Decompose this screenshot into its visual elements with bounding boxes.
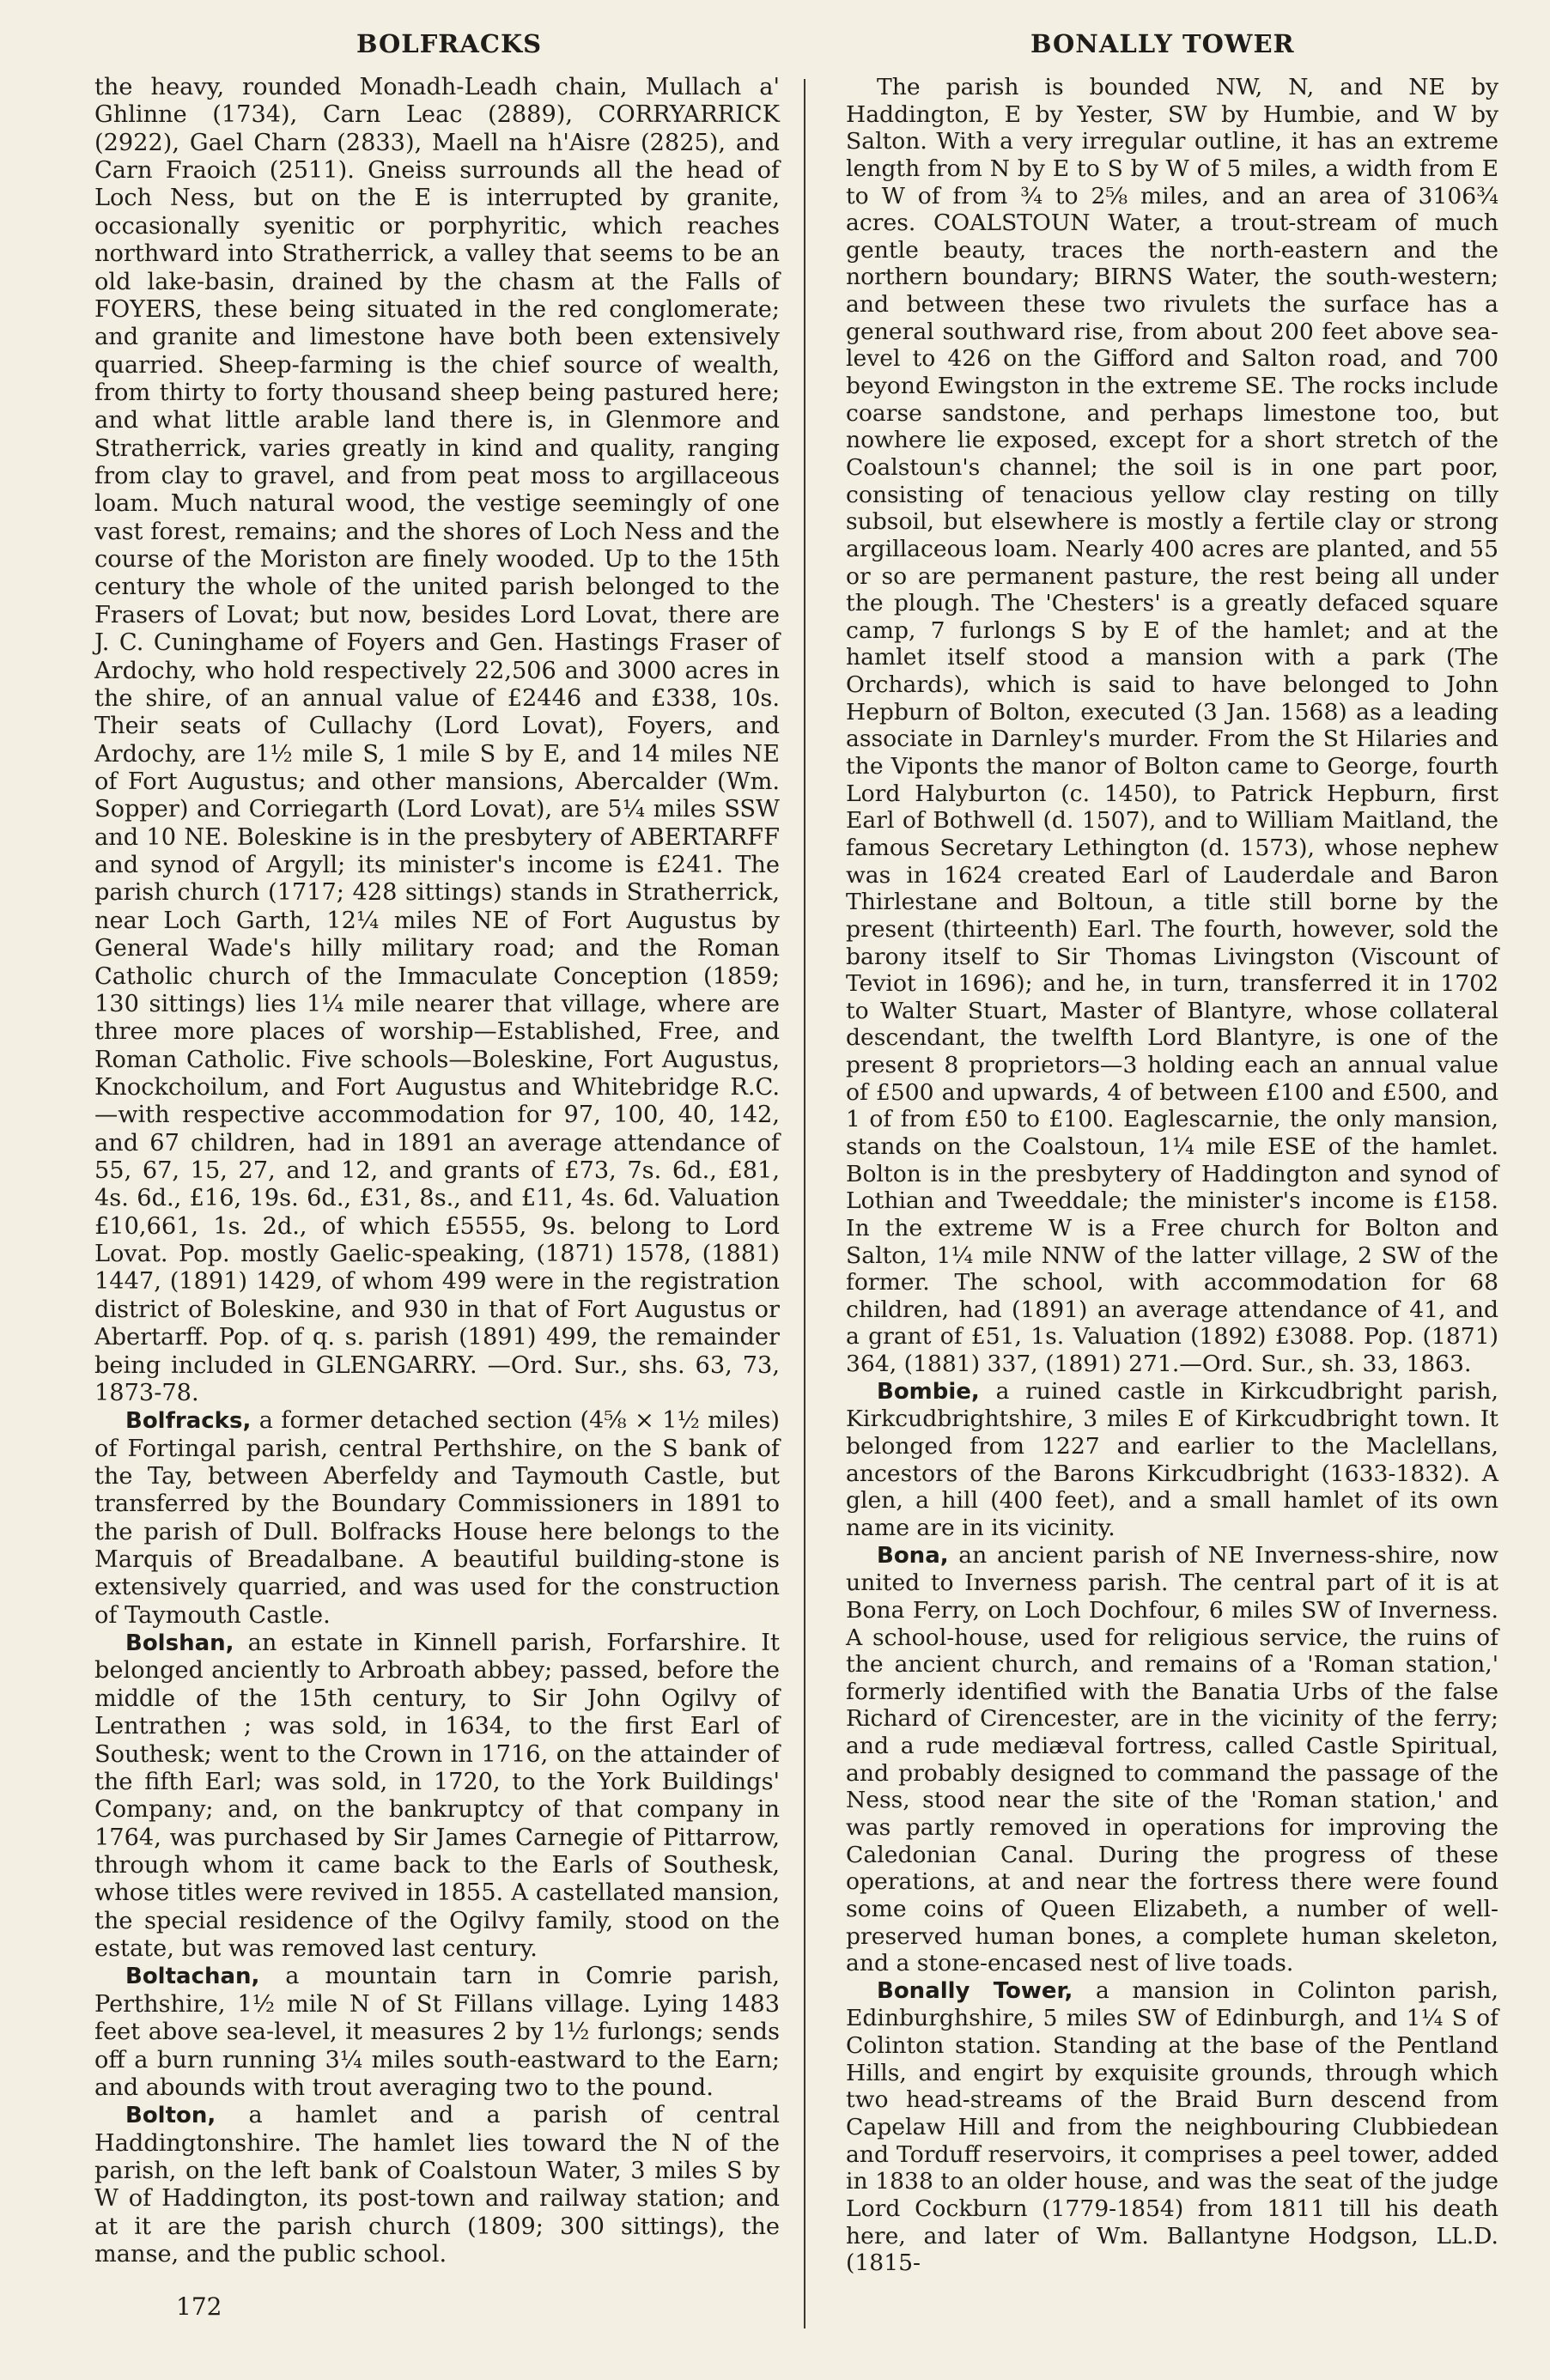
headword-bolton: Bolton, [125,2103,216,2129]
headword-bolshan: Bolshan, [125,1630,234,1657]
headword-boltachan: Boltachan, [125,1964,260,1990]
entry-bona [846,1542,1498,1977]
running-header [94,22,1486,65]
boleskine-continuation: the heavy, rounded Monadh-Leadh chain, Mullach a' Ghlinne (1734), Carn Leac (2889), CORRYARRICK (2922), Gael Charn (2833), Maell na h'Aisre (2825), and Carn Fraoich (2511). Gneiss surrounds all the head of Loch Ness, but on the E is interrupted by granite, occasionally syenitic or porphyritic, which reaches northward into Stratherrick, a valley that seems to be an old lake-basin, drained by the chasm at the Falls of FOYERS, these being situated in the red conglomerate; and granite and limestone have both been extensively quarried. Sheep-farming is the chief source of wealth, from thirty to forty thousand sheep being pastured here; and what little arable land there is, in Glenmore and Stratherrick, varies greatly in kind and quality, ranging from clay to gravel, and from peat moss to argillaceous loam. Much natural wood, the vestige seemingly of one vast forest, remains; and the shores of Loch Ness and the course of the Moriston are finely wooded. Up to the 15th century the whole of the united parish belonged to the Frasers of Lovat; but now, besides Lord Lovat, there are J. C. Cuninghame of Foyers and Gen. Hastings Fraser of Ardochy, who hold respectively 22,506 and 3000 acres in the shire, of an annual value of £2446 and £338, 10s. Their seats of Cullachy (Lord Lovat), Foyers, and Ardochy, are 1½ mile S, 1 mile S by E, and 14 miles NE of Fort Augustus; and other mansions, Abercalder (Wm. Sopper) and Corriegarth (Lord Lovat), are 5¼ miles SSW and 10 NE. Boleskine is in the presbytery of ABERTARFF and synod of Argyll; its minister's income is £241. The parish church (1717; 428 sittings) stands in Stratherrick, near Loch Garth, 12¼ miles NE of Fort Augustus by General Wade's hilly military road; and the Roman Catholic church of the Immaculate Conception (1859; 130 sittings) lies 1¼ mile nearer that village, where are three more places of worship—Established, Free, and Roman Catholic. Five schools—Boleskine, Fort Augustus, Knockchoilum, and Fort Augustus and Whitebridge R.C.—with respective accommodation for 97, 100, 40, 142, and 67 children, had in 1891 an average attendance of 55, 67, 15, 27, and 12, and grants of £73, 7s. 6d., £81, 4s. 6d., £16, 19s. 6d., £31, 8s., and £11, 4s. 6d. Valuation £10,661, 1s. 2d., of which £5555, 9s. belong to Lord Lovat. Pop. mostly Gaelic-speaking, (1871) 1578, (1881) 1447, (1891) 1429, of whom 499 were in the registration district of Boleskine, and 930 in that of Fort Augustus or Abertarff. Pop. of q. s. parish (1891) 499, the remainder being included in GLENGARRY. —Ord. Sur., shs. 63, 73, 1873-78. [94,74,780,1406]
headword-bombie: Bombie, [877,1378,980,1405]
headword-bonally-tower: Bonally Tower, [877,1977,1073,2004]
entry-text-bolshan: an estate in Kinnell parish, Forfarshire. It belonged anciently to Arbroath abbey; passed, before the middle of the 15th century, to Sir John Ogilvy of Lentrathen ; was sold, in 1634, to the first Earl of Southesk; went to the Crown in 1716, on the attainder of the fifth Earl; was sold, in 1720, to the York Buildings' Company; and, on the bankruptcy of that company in 1764, was purchased by Sir James Carnegie of Pittarrow, through whom it came back to the Earls of Southesk, whose titles were revived in 1855. A castellated mansion, the special residence of the Ogilvy family, stood on the estate, but was removed last century. [94,1630,780,1963]
entry-bolshan [94,1630,780,1963]
entry-text-bolfracks: a former detached section (4⅝ × 1½ miles) of Fortingal parish, central Perthshire, on the S bank of the Tay, between Aberfeldy and Taymouth Castle, but transferred by the Boundary Commissioners in 1891 to the parish of Dull. Bolfracks House here belongs to the Marquis of Breadalbane. A beautiful building-stone is extensively quarried, and was used for the construction of Taymouth Castle. [94,1407,780,1629]
entry-bolton [94,2102,780,2268]
column-divider [804,79,805,2328]
entry-text-bombie: a ruined castle in Kirkcudbright parish, Kirkcudbrightshire, 3 miles E of Kirkcudbright town. It belonged from 1227 and earlier to the Maclellans, ancestors of the Barons Kirkcudbright (1633-1832). A glen, a hill (400 feet), and a small hamlet of its own name are in its vicinity. [846,1377,1498,1541]
entry-text-bona: an ancient parish of NE Inverness-shire, now united to Inverness parish. The central part of it is at Bona Ferry, on Loch Dochfour, 6 miles SW of Inverness. A school-house, used for religious service, the ruins of the ancient church, and remains of a 'Roman station,' formerly identified with the Banatia Urbs of the false Richard of Cirencester, are in the vicinity of the ferry; and a rude mediæval fortress, called Castle Spiritual, and probably designed to command the passage of the Ness, stood near the site of the 'Roman station,' and was partly removed in operations for improving the Caledonian Canal. During the progress of these operations, at and near the fortress there were found some coins of Queen Elizabeth, a number of well-preserved human bones, a complete human skeleton, and a stone-encased nest of live toads. [846,1541,1498,1977]
left-column [94,74,780,2268]
right-running-title: BONALLY TOWER [1030,29,1295,58]
entry-text-bolton: a hamlet and a parish of central Haddingtonshire. The hamlet lies toward the N of the parish, on the left bank of Coalstoun Water, 3 miles S by W of Haddington, its post-town and railway station; and at it are the parish church (1809; 300 sittings), the manse, and the public school. [94,2102,780,2268]
headword-bolfracks: Bolfracks, [125,1408,252,1435]
headword-bona: Bona, [877,1542,949,1569]
entry-boltachan [94,1963,780,2102]
bolton-continuation: The parish is bounded NW, N, and NE by Haddington, E by Yester, SW by Humbie, and W by Salton. With a very irregular outline, it has an extreme length from N by E to S by W of 5 miles, a width from E to W of from ¾ to 2⅝ miles, and an area of 3106¾ acres. COALSTOUN Water, a trout-stream of much gentle beauty, traces the north-eastern and the northern boundary; BIRNS Water, the south-western; and between these two rivulets the surface has a general southward rise, from about 200 feet above sea-level to 426 on the Gifford and Salton road, and 700 beyond Ewingston in the extreme SE. The rocks include coarse sandstone, and perhaps limestone too, but nowhere lie exposed, except for a short stretch of the Coalstoun's channel; the soil is in one part poor, consisting of tenacious yellow clay resting on tilly subsoil, but elsewhere is mostly a fertile clay or strong argillaceous loam. Nearly 400 acres are planted, and 55 or so are permanent pasture, the rest being all under the plough. The 'Chesters' is a greatly defaced square camp, 7 furlongs S by E of the hamlet; and at the hamlet itself stood a mansion with a park (The Orchards), which is said to have belonged to John Hepburn of Bolton, executed (3 Jan. 1568) as a leading associate in Darnley's murder. From the St Hilaries and the Viponts the manor of Bolton came to George, fourth Lord Halyburton (c. 1450), to Patrick Hepburn, first Earl of Bothwell (d. 1507), and to William Maitland, the famous Secretary Lethington (d. 1573), whose nephew was in 1624 created Earl of Lauderdale and Baron Thirlestane and Boltoun, a title still borne by the present (thirteenth) Earl. The fourth, however, sold the barony itself to Sir Thomas Livingston (Viscount of Teviot in 1696); and he, in turn, transferred it in 1702 to Walter Stuart, Master of Blantyre, whose collateral descendant, the twelfth Lord Blantyre, is one of the present 8 proprietors—3 holding each an annual value of £500 and upwards, 4 of between £100 and £500, and 1 of from £50 to £100. Eaglescarnie, the only mansion, stands on the Coalstoun, 1¼ mile ESE of the hamlet. Bolton is in the presbytery of Haddington and synod of Lothian and Tweeddale; the minister's income is £158. In the extreme W is a Free church for Bolton and Salton, 1¼ mile NNW of the latter village, 2 SW of the former. The school, with accommodation for 68 children, had (1891) an average attendance of 41, and a grant of £51, 1s. Valuation (1892) £3088. Pop. (1871) 364, (1881) 337, (1891) 271.—Ord. Sur., sh. 33, 1863. [846,74,1498,1378]
right-column [846,74,1498,2277]
page-number: 172 [176,2292,222,2321]
entry-bonally-tower [846,1977,1498,2277]
entry-bolfracks [94,1407,780,1630]
entry-bombie [846,1378,1498,1542]
left-running-title: BOLFRACKS [356,29,543,58]
entry-text-boltachan: a mountain tarn in Comrie parish, Perthshire, 1½ mile N of St Fillans village. Lying 1483 feet above sea-level, it measures 2 by 1½ furlongs; sends off a burn running 3¼ miles south-eastward to the Earn; and abounds with trout averaging two to the pound. [94,1963,780,2101]
entry-text-bonally-tower: a mansion in Colinton parish, Edinburghshire, 5 miles SW of Edinburgh, and 1¼ S of Colinton station. Standing at the base of the Pentland Hills, and engirt by exquisite grounds, through which two head-streams of the Braid Burn descend from Capelaw Hill and from the neighbouring Clubbiedean and Torduff reservoirs, it comprises a peel tower, added in 1838 to an older house, and was the seat of the judge Lord Cockburn (1779-1854) from 1811 till his death here, and later of Wm. Ballantyne Hodgson, LL.D. (1815- [846,1976,1498,2277]
